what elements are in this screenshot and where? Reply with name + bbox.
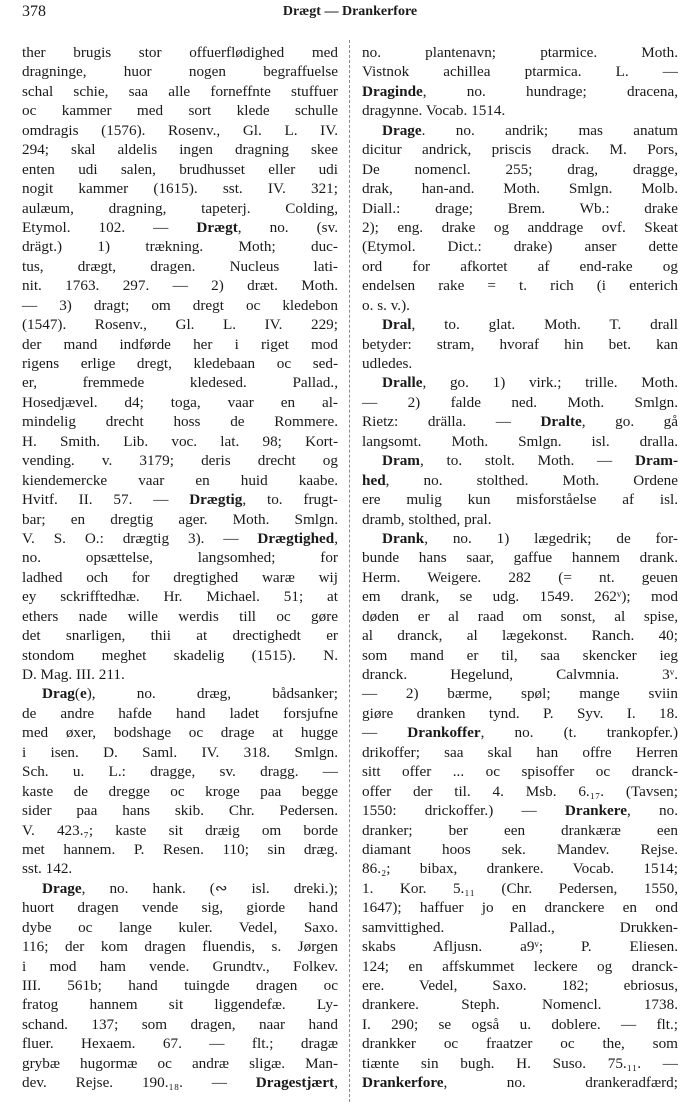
text-segment: Etymol. 102. — — [22, 218, 197, 236]
text-line — [22, 296, 338, 315]
headword: Drag — [42, 685, 75, 703]
text-line — [22, 101, 338, 120]
text-line — [22, 762, 338, 781]
text-line — [22, 665, 338, 684]
text-segment: 86.₂; bibax, drankere. Vocab. 1514; — [362, 860, 678, 878]
column-divider — [349, 40, 350, 1102]
text-line — [362, 354, 678, 373]
text-line — [22, 898, 338, 917]
text-segment: omdragis (1576). Rosenv., Gl. L. IV. — [22, 121, 338, 139]
text-segment: , no. — [627, 802, 678, 820]
text-segment: der mand indførde her i riget mod — [22, 335, 338, 353]
text-segment: oc kammer med sort klede schulle — [22, 102, 338, 120]
text-line — [362, 898, 678, 917]
text-segment: kaste de dregge oc kroge paa begge — [22, 782, 338, 800]
text-line — [362, 626, 678, 645]
text-segment: nogit kammer (1615). sst. IV. 321; — [22, 180, 338, 198]
text-line — [22, 335, 338, 354]
text-segment: drankere. Steph. Nomencl. 1738. — [362, 996, 678, 1014]
text-line — [362, 412, 678, 431]
text-line — [362, 743, 678, 762]
text-line — [362, 199, 678, 218]
text-segment: , — [334, 529, 338, 547]
headword: Drankoffer — [407, 724, 481, 742]
text-line — [362, 529, 678, 548]
text-segment: , no. stolthed. Moth. Ordene — [385, 471, 678, 489]
headword: Drægtighed — [257, 529, 335, 547]
text-segment: aulæum, dragning, tapeterj. Colding, — [22, 199, 338, 217]
headword: Drank — [382, 529, 425, 547]
text-segment: no. plantenavn; ptarmice. Moth. — [362, 44, 678, 61]
text-segment: 1647); haffuer jo en dranckere en ond — [362, 899, 678, 917]
text-line — [362, 859, 678, 878]
text-segment: V. 423.₇; kaste sit dræig om borde — [22, 821, 338, 839]
text-line — [362, 1054, 678, 1073]
text-line — [362, 762, 678, 781]
text-line — [22, 373, 338, 392]
text-segment: met hannem. P. Resen. 110; sin dræg. — [22, 840, 338, 858]
text-segment: III. 561b; hand tuingde dragen oc — [22, 977, 338, 994]
text-line — [22, 393, 338, 412]
text-segment: , no. (sv. — [237, 218, 338, 236]
text-segment: mindelig drecht hoss de Rommere. — [22, 413, 338, 431]
text-segment: Hvitf. II. 57. — — [22, 491, 190, 509]
text-segment: , to. glat. Moth. T. drall — [411, 316, 678, 334]
text-line — [22, 412, 338, 431]
text-segment: , no. (t. trankopfer.) — [480, 724, 678, 742]
text-line — [22, 432, 338, 451]
text-segment: sitt offer ... oc spisoffer oc dranck- — [362, 763, 678, 781]
text-segment: ( — [74, 685, 80, 703]
text-segment: samvittighed. Pallad., Drukken- — [362, 918, 678, 936]
text-line — [362, 62, 678, 81]
text-segment: endelsen rake = t. rich (i enterich — [362, 277, 678, 295]
text-line — [362, 315, 678, 334]
text-line — [362, 704, 678, 723]
text-segment: bar; en dregtig ager. Moth. Smlgn. — [22, 510, 338, 528]
text-line — [362, 1073, 678, 1092]
text-segment: Vistnok achillea ptarmica. L. — — [362, 63, 678, 81]
text-segment: ethers nade wille werdis till oc gøre — [22, 607, 338, 625]
text-segment: 124; en affskummet leckere og dranck- — [362, 957, 678, 975]
text-segment: sst. 142. — [22, 860, 73, 878]
headword: Drage — [382, 121, 422, 139]
text-segment: stondom meghet skadelig (1515). N. — [22, 646, 338, 664]
text-line — [362, 179, 678, 198]
headword: Drægt — [196, 218, 238, 236]
text-segment: fratog hannem sit liggendefæ. Ly- — [22, 996, 338, 1014]
text-segment: I. 290; se også u. doblere. — flt.; — [362, 1015, 678, 1033]
headword: Dragestjært — [255, 1074, 335, 1092]
headword: Drankere — [564, 802, 628, 820]
text-line — [22, 743, 338, 762]
headword: Dral — [382, 316, 412, 334]
text-line — [22, 1034, 338, 1053]
text-segment: grybæ hugormæ oc andræ sligæ. Man- — [22, 1054, 338, 1072]
text-segment: dev. Rejse. 190.₁₈. — — [22, 1074, 256, 1092]
text-segment: bunde hans saar, gaffue hannem drank. — [362, 549, 678, 567]
text-line — [22, 471, 338, 490]
text-line — [362, 218, 678, 237]
text-segment: sider paa hans skib. Chr. Pedersen. — [22, 802, 338, 820]
running-head: Drægt — Drankerfore — [282, 4, 418, 19]
headword: Dram- — [634, 452, 678, 470]
text-line — [22, 1054, 338, 1073]
text-segment: huort dragen vende sig, giorde hand — [22, 899, 338, 917]
text-line — [362, 646, 678, 665]
text-segment: giøre dranken tynd. P. Syv. I. 18. — [362, 704, 678, 722]
text-line — [362, 587, 678, 606]
text-line — [22, 199, 338, 218]
text-segment: vending. v. 3179; deris drecht og — [22, 452, 338, 470]
text-line — [362, 43, 678, 62]
text-line — [362, 684, 678, 703]
text-segment: udledes. — [362, 355, 413, 372]
text-segment: no. opsættelse, langsomhed; for — [22, 549, 338, 567]
text-segment: ord for afkortet af end-rake og — [362, 257, 678, 275]
text-line — [22, 160, 338, 179]
text-line — [22, 315, 338, 334]
text-line — [22, 684, 338, 703]
headword: Dralte — [540, 413, 582, 431]
text-segment: , no. hank. (∾ isl. dreki.); — [81, 879, 338, 897]
text-segment: 2); eng. drake og anddrage ovf. Skeat — [362, 218, 678, 236]
text-segment: 294; skal aldelis ingen dragning skee — [22, 141, 338, 159]
text-line — [362, 101, 678, 120]
text-segment: (Etymol. Dict.: drake) anser dette — [362, 238, 678, 256]
text-segment: drikoffer; saa skal han offre Herren — [362, 743, 678, 761]
text-segment: dranker; ber een drankæræ een — [362, 821, 678, 839]
headword: Draginde — [362, 82, 423, 100]
text-segment: ey sckrifftedhæ. Hr. Michael. 51; at — [22, 588, 338, 606]
text-segment: H. Smith. Lib. voc. lat. 98; Kort- — [22, 432, 338, 450]
text-segment: dragynne. Vocab. 1514. — [362, 102, 506, 120]
text-segment: døden er al raad om sonst, al spise, — [362, 607, 678, 625]
text-segment: , to. stolt. Moth. — — [419, 452, 635, 470]
text-segment: — 2) bærme, spøl; mange sviin — [362, 685, 678, 703]
text-line — [22, 782, 338, 801]
text-segment: al dranck, al lægekonst. Ranch. 40; — [362, 627, 678, 645]
text-segment: rigens erlige dregt, kledebaan oc sed- — [22, 355, 338, 372]
text-segment: fluer. Hexaem. 67. — flt.; dragæ — [22, 1035, 338, 1053]
text-line — [362, 607, 678, 626]
text-line — [362, 1015, 678, 1034]
text-line — [362, 1034, 678, 1053]
text-segment: dybe oc lange kuler. Vedel, Saxo. — [22, 918, 338, 936]
text-segment: De nomencl. 255; drag, dragge, — [362, 160, 678, 178]
text-line — [22, 237, 338, 256]
text-line — [362, 821, 678, 840]
headword: Dram — [382, 452, 420, 470]
text-line — [22, 62, 338, 81]
text-line — [22, 490, 338, 509]
text-segment: i mod ham vende. Grundtv., Folkev. — [22, 957, 338, 975]
text-line — [362, 665, 678, 684]
headword: Drage — [42, 879, 82, 897]
text-segment: diamant hoos sek. Mandev. Rejse. — [362, 840, 678, 858]
text-line — [362, 82, 678, 101]
text-segment: , no. drankeradfærd; — [443, 1074, 678, 1092]
text-line — [362, 393, 678, 412]
text-segment: er, fremmede kledesed. Pallad., — [22, 374, 338, 392]
text-line — [22, 918, 338, 937]
text-segment: em drank, se udg. 1549. 262ᵛ); mod — [362, 588, 678, 606]
text-line — [22, 276, 338, 295]
text-line — [22, 840, 338, 859]
headword: Drankerfore — [362, 1074, 444, 1092]
text-segment: , — [334, 1074, 338, 1092]
text-line — [362, 510, 678, 529]
text-segment: — — [362, 724, 408, 742]
text-line — [362, 548, 678, 567]
text-segment: D. Mag. III. 211. — [22, 666, 125, 683]
text-line — [22, 568, 338, 587]
text-segment: ther brugis stor offuerflødighed med — [22, 44, 338, 61]
text-line — [22, 626, 338, 645]
text-segment: Hosedjævel. d4; toga, vaar en al- — [22, 393, 338, 411]
text-segment: betyder: stram, hvoraf hin bet. kan — [362, 335, 678, 353]
text-segment: ), no. dræg, bådsanker; — [86, 685, 338, 703]
text-line — [362, 335, 678, 354]
text-segment: offer der til. 4. Msb. 6.₁₇. (Tavsen; — [362, 782, 678, 800]
text-segment: , go. gå — [581, 413, 679, 431]
text-line — [362, 296, 678, 315]
text-line — [22, 82, 338, 101]
text-segment: enten udi salen, brudhusset eller udi — [22, 160, 338, 178]
text-segment: , no. 1) lægedrik; de for- — [424, 529, 678, 547]
text-segment: o. s. v.). — [362, 296, 410, 314]
text-segment: skabs Afljusn. a9ᵛ; P. Eliesen. — [362, 938, 678, 956]
text-segment: ere. Vedel, Saxo. 182; ebriosus, — [362, 977, 678, 994]
text-line — [362, 937, 678, 956]
text-line — [362, 879, 678, 898]
text-line — [362, 121, 678, 140]
text-segment: dicitur andrick, priscis drack. M. Pors, — [362, 141, 678, 159]
text-line — [362, 451, 678, 470]
text-line — [362, 918, 678, 937]
text-segment: de andre hafde hand ladet forsjufne — [22, 704, 338, 722]
text-line — [22, 140, 338, 159]
text-segment: 1. Kor. 5.₁₁ (Chr. Pedersen, 1550, — [362, 879, 678, 897]
text-line — [362, 160, 678, 179]
text-line — [362, 257, 678, 276]
right-column — [362, 43, 678, 1093]
text-line — [22, 801, 338, 820]
text-line — [362, 801, 678, 820]
text-line — [22, 859, 338, 878]
text-segment: dramb, stolthed, pral. — [362, 510, 492, 528]
text-segment: drak, han-and. Moth. Smlgn. Molb. — [362, 180, 678, 198]
text-segment: kiendemercke vaar en huid kaabe. — [22, 471, 338, 489]
text-segment: Diall.: drage; Brem. Wb.: drake — [362, 199, 678, 217]
text-line — [362, 782, 678, 801]
page-number: 378 — [22, 3, 46, 20]
text-line — [22, 257, 338, 276]
text-line — [22, 607, 338, 626]
text-segment: , to. frugt- — [242, 491, 338, 509]
text-line — [362, 490, 678, 509]
text-segment: , go. 1) virk.; trille. Moth. — [422, 374, 678, 392]
text-segment: tus, drægt, dragen. Nucleus lati- — [22, 257, 338, 275]
text-line — [362, 237, 678, 256]
text-line — [22, 587, 338, 606]
text-segment: drägt.) 1) trækning. Moth; duc- — [22, 238, 338, 256]
text-line — [362, 568, 678, 587]
headword: Drægtig — [189, 491, 243, 509]
text-segment: ere mulig kun misforståelse af isl. — [362, 491, 678, 509]
text-segment: schal schie, saa alle forneffnte stuffuer — [22, 82, 338, 100]
text-segment: som mand er til, saa skencker ieg — [362, 646, 678, 664]
text-line — [22, 451, 338, 470]
headword: hed — [362, 471, 386, 489]
text-line — [22, 1073, 338, 1092]
text-line — [22, 995, 338, 1014]
text-segment: , no. hundrage; dracena, — [422, 82, 678, 100]
text-line — [362, 840, 678, 859]
text-segment: det snarligen, thii at drectighedt er — [22, 627, 338, 645]
text-segment: Sch. u. L.: dragge, sv. dragg. — — [22, 763, 338, 781]
text-line — [22, 704, 338, 723]
text-segment: drankker oc fraatzer oc the, som — [362, 1035, 678, 1053]
text-line — [362, 432, 678, 451]
text-line — [362, 471, 678, 490]
text-line — [22, 179, 338, 198]
text-segment: ladhed och for dregtighed waræ wij — [22, 568, 338, 586]
text-segment: med øxer, bodshage oc drage at hugge — [22, 724, 338, 742]
text-segment: — 3) dragt; om dregt oc kledebon — [22, 296, 338, 314]
text-line — [22, 723, 338, 742]
text-line — [362, 995, 678, 1014]
text-line — [22, 354, 338, 373]
text-segment: . no. andrik; mas anatum — [421, 121, 678, 139]
text-segment: Herm. Weigere. 282 (= nt. geuen — [362, 568, 678, 586]
text-line — [22, 548, 338, 567]
text-segment: dranck. Hegelund, Calvmnia. 3ᵛ. — [362, 666, 678, 683]
text-line — [362, 976, 678, 995]
text-segment: schand. 137; som dragen, naar hand — [22, 1015, 338, 1033]
text-line — [22, 976, 338, 995]
text-line — [22, 510, 338, 529]
text-line — [22, 529, 338, 548]
headword: e — [79, 685, 87, 703]
text-line — [22, 957, 338, 976]
text-line — [22, 218, 338, 237]
text-line — [362, 373, 678, 392]
text-segment: (1547). Rosenv., Gl. L. IV. 229; — [22, 316, 338, 334]
text-line — [22, 646, 338, 665]
text-segment: dragninge, huor nogen begraffuelse — [22, 63, 338, 81]
text-line — [22, 879, 338, 898]
text-line — [362, 723, 678, 742]
text-line — [22, 937, 338, 956]
text-segment: nit. 1763. 297. — 2) dræt. Moth. — [22, 277, 338, 295]
text-segment: 1550: drickoffer.) — — [362, 802, 565, 820]
text-segment: 116; der kom dragen fluendis, s. Jørgen — [22, 938, 338, 956]
text-line — [362, 140, 678, 159]
text-segment: langsomt. Moth. Smlgn. isl. dralla. — [362, 432, 678, 450]
text-segment: tiænte sin bugh. H. Suso. 75.₁₁. — — [362, 1054, 678, 1072]
text-line — [362, 957, 678, 976]
text-segment: i isen. D. Saml. IV. 318. Smlgn. — [22, 743, 338, 761]
text-segment: V. S. O.: drægtig 3). — — [22, 529, 258, 547]
text-segment: — 2) falde ned. Moth. Smlgn. — [362, 393, 678, 411]
text-line — [22, 821, 338, 840]
text-line — [362, 276, 678, 295]
text-line — [22, 1015, 338, 1034]
headword: Dralle — [382, 374, 423, 392]
text-line — [22, 43, 338, 62]
text-segment: Rietz: drälla. — — [362, 413, 541, 431]
left-column — [22, 43, 338, 1093]
text-line — [22, 121, 338, 140]
